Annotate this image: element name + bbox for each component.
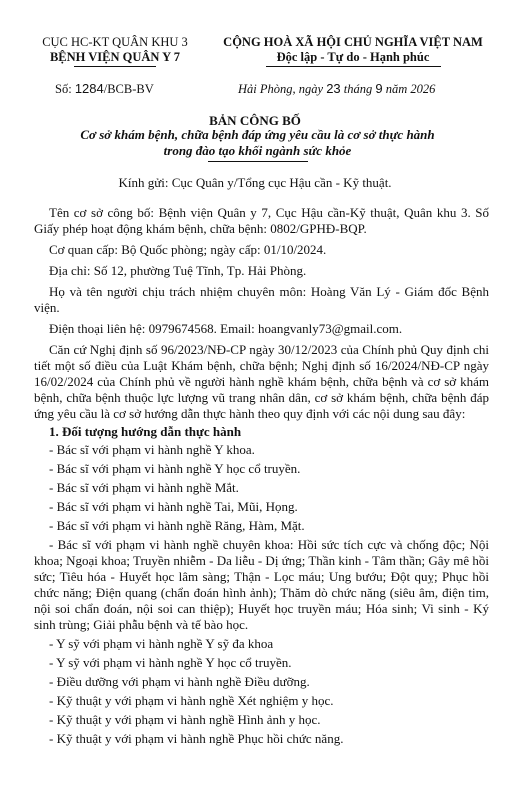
list-item: - Bác sĩ với phạm vi hành nghề Y khoa. — [49, 442, 255, 457]
list-item: - Bác sĩ với phạm vi hành nghề Tai, Mũi, Họng. — [49, 499, 298, 514]
doc-number-value: 1284 — [74, 81, 104, 96]
list-item: - Kỹ thuật y với phạm vi hành nghề Phục hồi chức năng. — [49, 731, 344, 746]
subtitle-underline — [208, 161, 308, 162]
issue-date — [238, 81, 435, 97]
doc-number-suffix: /BCB-BV — [103, 82, 154, 96]
subtitle-line-2: trong đào tạo khối ngành sức khỏe — [163, 143, 352, 158]
document-body — [34, 205, 489, 750]
list-item: - Y sỹ với phạm vi hành nghề Y sỹ đa khoa — [49, 636, 274, 651]
list-item: - Y sỹ với phạm vi hành nghề Y học cổ truyền. — [49, 655, 292, 670]
list-item: - Kỹ thuật y với phạm vi hành nghề Hình ảnh y học. — [49, 712, 321, 727]
doc-number-label: Số: — [55, 82, 72, 96]
recipient-line: Kính gửi: Cục Quân y/Tổng cục Hậu cần - Kỹ thuật. — [118, 175, 392, 190]
issuing-agency — [20, 35, 210, 67]
issuer-paragraph: Cơ quan cấp: Bộ Quốc phòng; ngày cấp: 01/10/2024. — [49, 242, 327, 257]
issuing-unit: BỆNH VIỆN QUÂN Y 7 — [49, 50, 181, 64]
list-item: - Kỹ thuật y với phạm vi hành nghề Xét nghiệm y học. — [49, 693, 334, 708]
section-heading: 1. Đối tượng hướng dẫn thực hành — [49, 424, 242, 439]
responsible-person-paragraph: Họ và tên người chịu trách nhiệm chuyên môn: Hoàng Văn Lý - Giám đốc Bệnh viện. — [34, 284, 489, 315]
date-year: năm 2026 — [385, 82, 436, 96]
list-item: - Bác sĩ với phạm vi hành nghề Mắt. — [49, 480, 239, 495]
facility-info-paragraph: Tên cơ sở công bố: Bệnh viện Quân y 7, Cục Hậu cần-Kỹ thuật, Quân khu 3. Số Giấy phép hoạt động khám bệnh, chữa bệnh: 0802/GPHĐ-BQP. — [34, 205, 489, 236]
list-item: - Bác sĩ với phạm vi hành nghề chuyên khoa: Hồi sức tích cực và chống độc; Nội khoa; Ngoại khoa; Truyền nhiễm - Da liễu - Dị ứng; Thần kinh - Tâm thần; Gây mê hồi sức; Tiêu hóa - Huyết học lâm sàng; Thận - Lọc máu; Ung bướu; Đột quỵ; Phục hồi chức năng; Điện quang (chẩn đoán hình ảnh); Thăm dò chức năng (siêu âm, điện tim, nội soi chẩn đoán, nội soi can thiệp); Huyết học truyền máu; Hóa sinh; Vi sinh - Ký sinh trùng; Giải phẫu bệnh và tế bào học. — [34, 537, 489, 632]
date-month: 9 — [375, 81, 383, 96]
contact-paragraph: Điện thoại liên hệ: 0979674568. Email: hoangvanly73@gmail.com. — [49, 321, 403, 336]
national-motto: Độc lập - Tự do - Hạnh phúc — [276, 50, 430, 64]
document-title: BẢN CÔNG BỐ — [209, 113, 301, 128]
nation-name: CỘNG HOÀ XÃ HỘI CHỦ NGHĨA VIỆT NAM — [223, 35, 483, 49]
document-number — [55, 81, 154, 97]
date-place: Hải Phòng, ngày — [238, 82, 324, 96]
document-subtitle — [30, 127, 485, 162]
address-paragraph: Địa chỉ: Số 12, phường Tuệ Tĩnh, Tp. Hải Phòng. — [49, 263, 307, 278]
subtitle-line-1: Cơ sở khám bệnh, chữa bệnh đáp ứng yêu cầu là cơ sở thực hành — [80, 127, 435, 142]
list-item: - Điều dưỡng với phạm vi hành nghề Điều dưỡng. — [49, 674, 310, 689]
list-item: - Bác sĩ với phạm vi hành nghề Y học cổ truyền. — [49, 461, 301, 476]
agency-underline — [74, 66, 156, 67]
national-header — [203, 35, 503, 67]
list-item: - Bác sĩ với phạm vi hành nghề Răng, Hàm, Mặt. — [49, 518, 305, 533]
parent-agency: CỤC HC-KT QUÂN KHU 3 — [42, 35, 188, 49]
motto-underline — [266, 66, 441, 67]
date-day: 23 — [326, 81, 341, 96]
legal-basis-paragraph: Căn cứ Nghị định số 96/2023/NĐ-CP ngày 30/12/2023 của Chính phủ Quy định chi tiết một số điều của Luật Khám bệnh, chữa bệnh; Nghị định số 16/2024/NĐ-CP ngày 16/02/2024 của Chính phủ về người hành nghề khám bệnh, chữa bệnh và cơ sở khám bệnh, chữa bệnh thuộc lực lượng vũ trang nhân dân, cơ sở khám bệnh, chữa bệnh đáp ứng yêu cầu là cơ sở hướng dẫn thực hành theo quy định với các nội dung sau đây: — [34, 342, 489, 421]
date-month-word: tháng — [343, 82, 373, 96]
